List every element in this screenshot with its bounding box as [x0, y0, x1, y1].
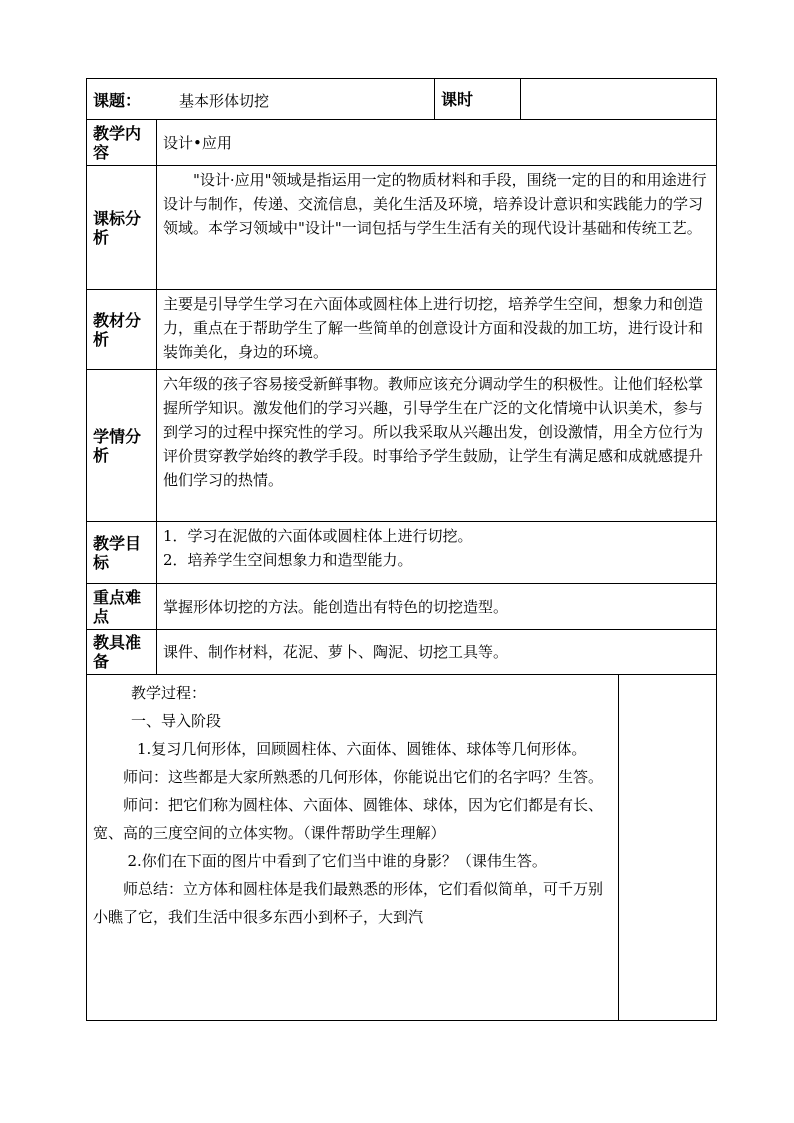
row-label: 重点难点: [87, 584, 157, 630]
row-text: "设计·应用"领域是指运用一定的物质材料和手段，围绕一定的目的和用途进行设计与制作，传递、交流信息，美化生活及环境，培养设计意识和实践能力的学习领域。本学习领域中"设计"一词包括与学生生活有关的现代设计基础和传统工艺。: [157, 166, 717, 290]
period-value: [521, 79, 717, 120]
row-teaching-goals: [87, 522, 717, 584]
process-text: 教学过程： 一、导入阶段 1.复习几何形体，回顾圆柱体、六面体、圆锥体、球体等几何形体。 师问：这些都是大家所熟悉的几何形体，你能说出它们的名字吗？生答。 师问：把它们称为圆柱体、六面体、圆锥体、球体，因为它们都是有长、宽、高的三度空间的立体实物。（课件帮助学生理解） 2.你们在下面的图片中看到了它们当中谁的身影？（课伟生答。 师总结：立方体和圆柱体是我们最熟悉的形体，它们看似简单，可千万别小瞧了它，我们生活中很多东西小到杯子，大到汽: [87, 675, 619, 1021]
row-text: [157, 522, 717, 584]
row-text: 掌握形体切挖的方法。能创造出有特色的切挖造型。: [157, 584, 717, 630]
row-teaching-aids: [87, 630, 717, 675]
row-text: 课件、制作材料，花泥、萝卜、陶泥、切挖工具等。: [157, 630, 717, 675]
row-teaching-content: [87, 120, 717, 166]
row-label: 课标分析: [87, 166, 157, 290]
row-text: 设计•应用: [157, 120, 717, 166]
row-student-analysis: [87, 370, 717, 522]
lesson-plan: [86, 78, 716, 1021]
goal-item: 1．学习在泥做的六面体或圆柱体上进行切挖。: [163, 527, 473, 545]
row-curriculum-analysis: [87, 166, 717, 290]
row-text: 六年级的孩子容易接受新鲜事物。教师应该充分调动学生的积极性。让他们轻松掌握所学知识。激发他们的学习兴趣，引导学生在广泛的文化情境中认识美术，参与到学习的过程中探究性的学习。所以我采取从兴趣出发，创设激情，用全方位行为评价贯穿教学始终的教学手段。时事给予学生鼓励，让学生有满足感和成就感提升他们学习的热情。: [157, 370, 717, 522]
topic-label: 课题：: [93, 90, 142, 110]
row-material-analysis: [87, 290, 717, 370]
topic-cell: [87, 79, 435, 120]
lesson-plan-table: [86, 78, 717, 1021]
row-label: 教具准备: [87, 630, 157, 675]
row-text: 主要是引导学生学习在六面体或圆柱体上进行切挖，培养学生空间，想象力和创造力，重点在于帮助学生了解一些简单的创意设计方面和没裁的加工坊，进行设计和装饰美化，身边的环境。: [157, 290, 717, 370]
header-row: [87, 79, 717, 120]
row-teaching-process: [87, 675, 717, 1021]
process-notes-column: [619, 675, 717, 1021]
row-label: 教学目标: [87, 522, 157, 584]
row-key-difficulties: [87, 584, 717, 630]
period-label: 课时: [435, 79, 521, 120]
row-label: 教学内容: [87, 120, 157, 166]
goal-item: 2．培养学生空间想象力和造型能力。: [163, 551, 413, 569]
row-label: 学情分析: [87, 370, 157, 522]
row-label: 教材分析: [87, 290, 157, 370]
topic-value: 基本形体切挖: [179, 91, 270, 110]
